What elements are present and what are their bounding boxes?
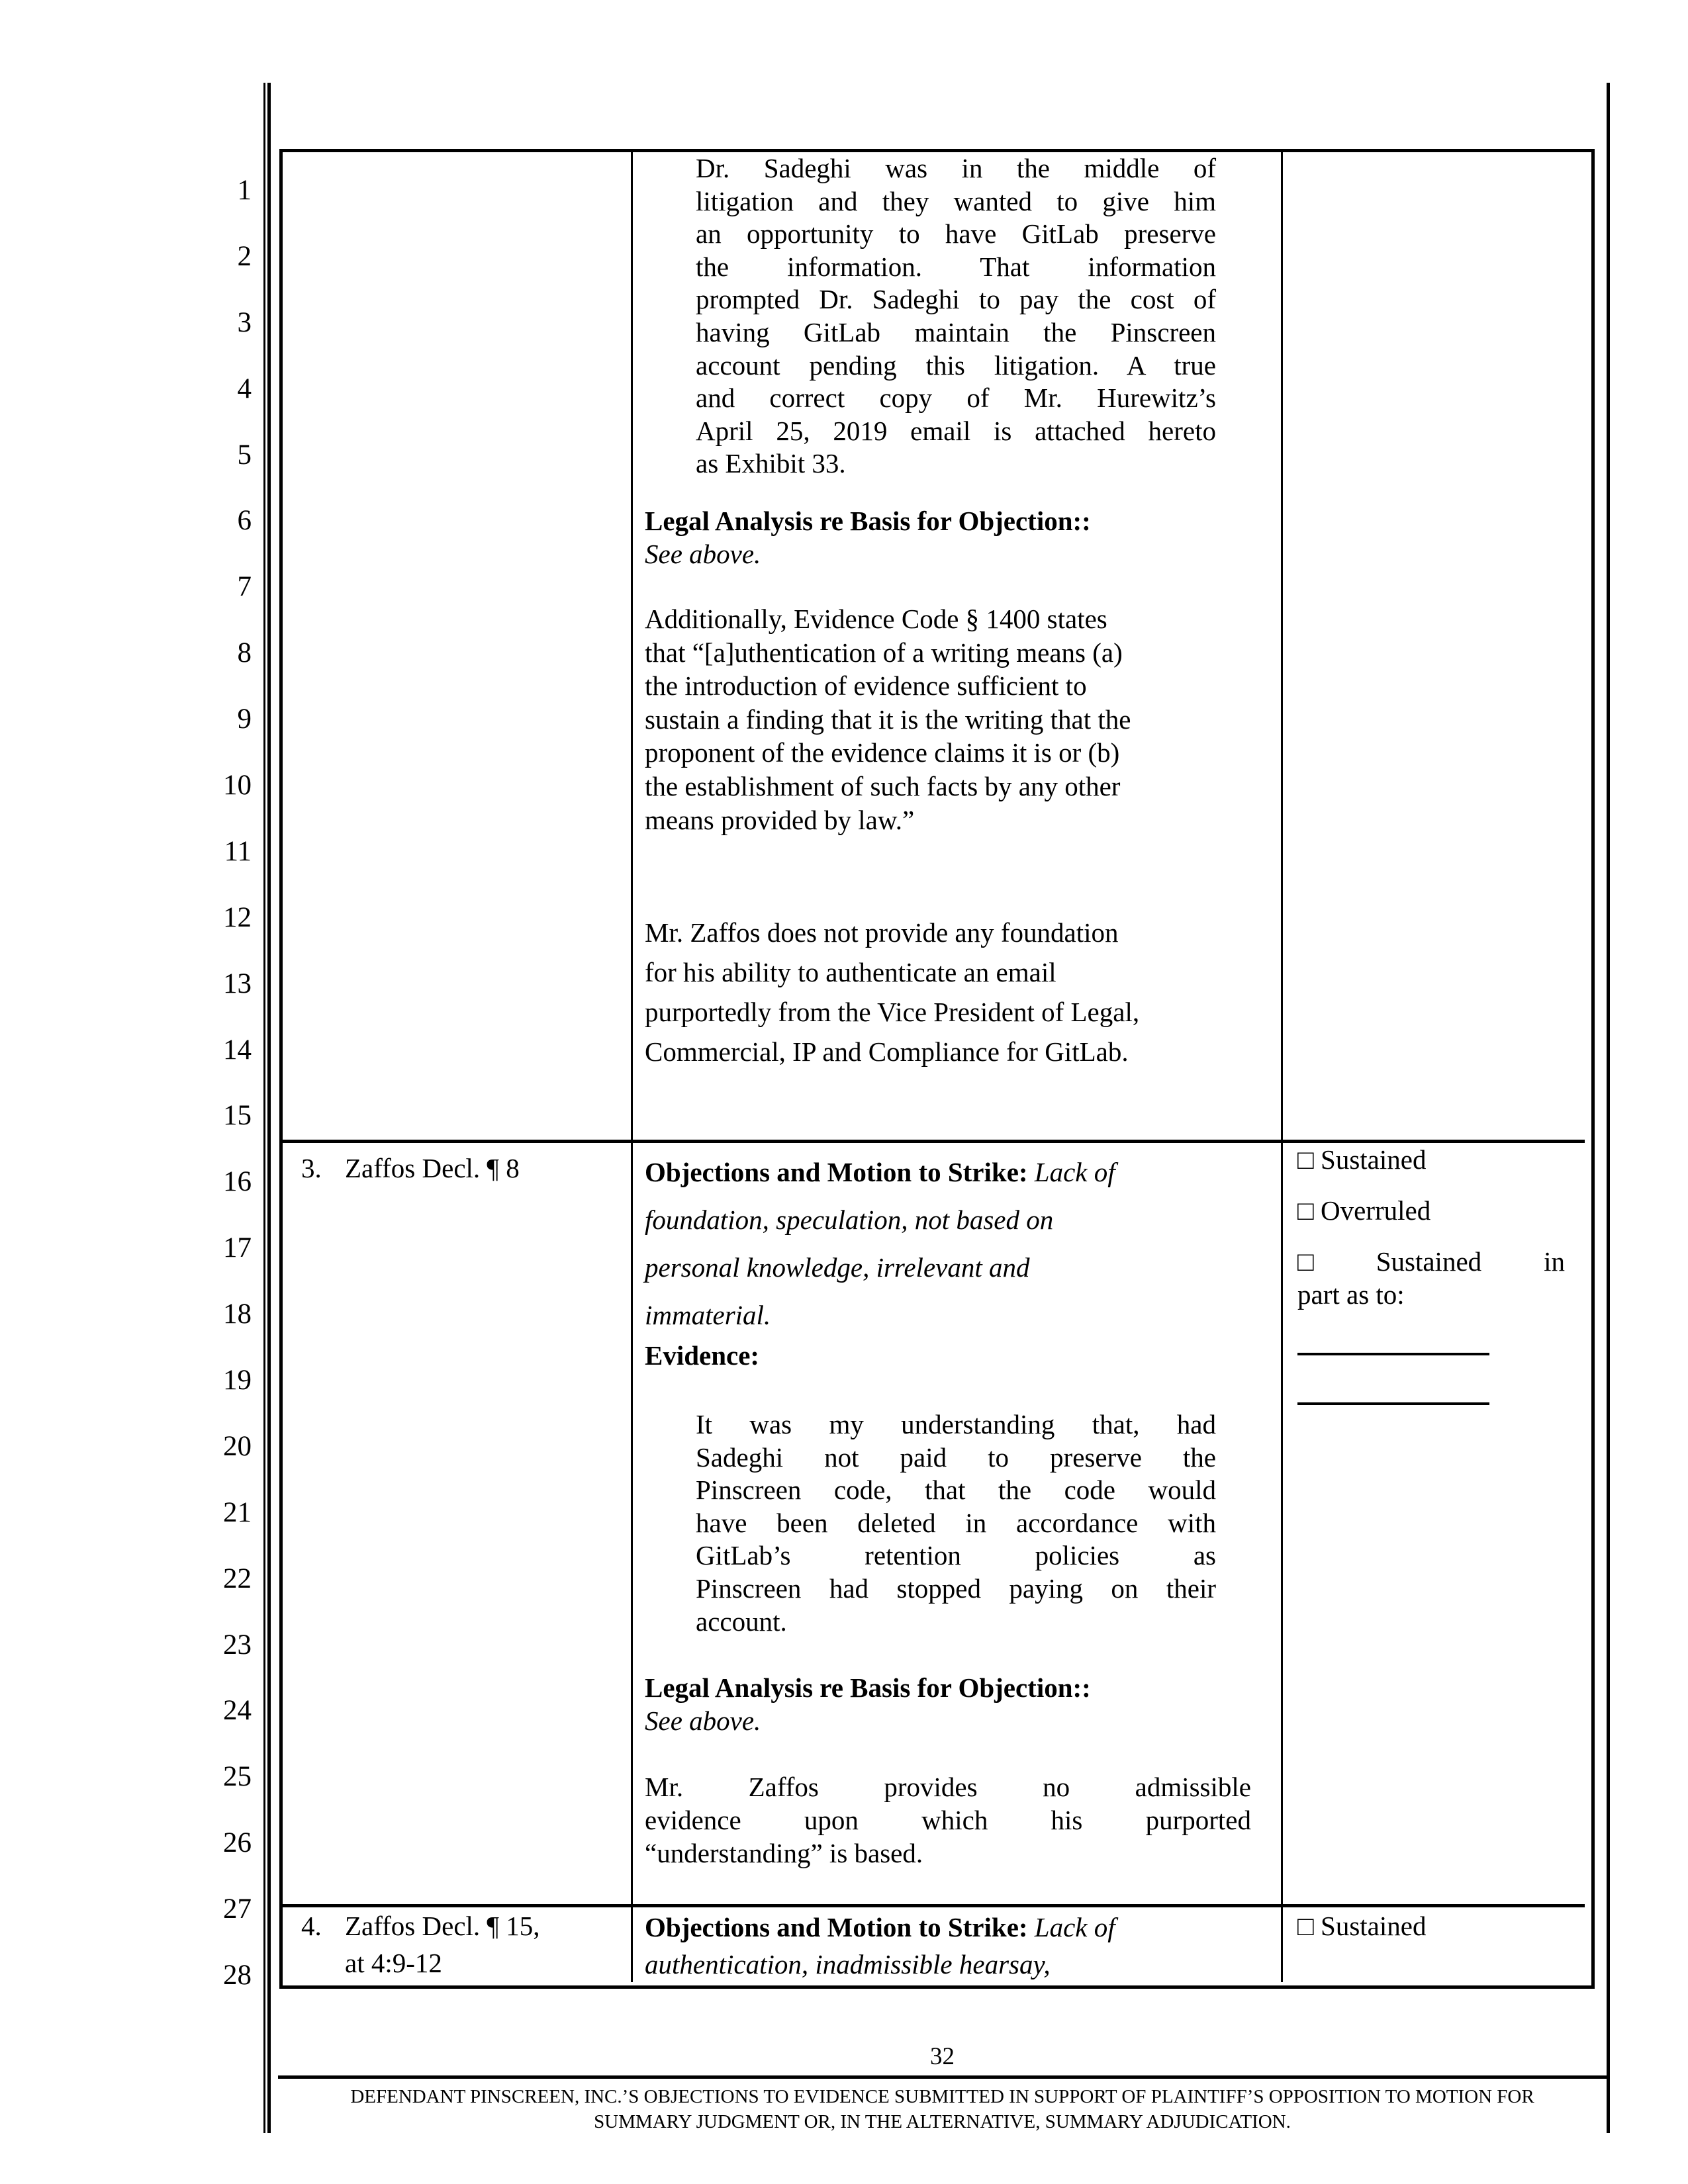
table-row-item-4 (283, 1904, 1585, 1982)
see-above-note: See above. (645, 1706, 761, 1737)
evidence-heading: Evidence: (645, 1340, 760, 1371)
evidence-quote-block (696, 1408, 1216, 1638)
cell-ruling (1283, 1143, 1585, 1904)
line-number: 11 (224, 835, 252, 867)
line-number: 25 (223, 1761, 252, 1793)
analysis-line: evidence upon which his purported (645, 1805, 1251, 1836)
ruling-option-overruled (1297, 1194, 1565, 1227)
blank-fill-in-line (1297, 1353, 1489, 1355)
blank-fill-in-line (1297, 1402, 1489, 1405)
analysis-line: Commercial, IP and Compliance for GitLab. (645, 1036, 1129, 1068)
cell-item-ref-empty (283, 152, 633, 1140)
quote-line: Pinscreen code, that the code would (696, 1475, 1216, 1506)
objections-table (279, 149, 1595, 1989)
footer-title-line-1: DEFENDANT PINSCREEN, INC.’S OBJECTIONS TO EVIDENCE SUBMITTED IN SUPPORT OF PLAINTIFF’S OPPOSITION TO MOTION FOR (350, 2086, 1534, 2107)
line-number: 16 (223, 1166, 252, 1198)
objection-paragraph (645, 1148, 1251, 1339)
checkbox-icon[interactable]: □ (1297, 1911, 1314, 1941)
item-reference: Zaffos Decl. ¶ 8 (345, 1153, 520, 1183)
footer-rule (278, 2075, 1607, 2079)
cell-ruling-empty (1283, 152, 1585, 1140)
cell-objection-continued (633, 152, 1283, 1140)
quote-line: an opportunity to have GitLab preserve (696, 218, 1216, 250)
analysis-line: Mr. Zaffos provides no admissible (645, 1772, 1251, 1803)
ruling-option-sustained (1297, 1909, 1565, 1942)
line-number: 23 (223, 1629, 252, 1661)
item-reference (345, 1907, 540, 1981)
line-number: 12 (223, 901, 252, 933)
quote-line: the information. That information (696, 251, 1216, 282)
line-number: 27 (223, 1893, 252, 1925)
line-number: 19 (223, 1365, 252, 1396)
quote-line: Pinscreen had stopped paying on their (696, 1572, 1216, 1604)
cell-item-ref (283, 1907, 633, 1982)
line-number: 2 (237, 240, 252, 272)
analysis-paragraph-1 (645, 602, 1251, 837)
item-number: 3. (301, 1153, 322, 1183)
checkbox-icon[interactable]: □ (1297, 1195, 1314, 1226)
quote-line: as Exhibit 33. (696, 448, 846, 479)
line-number: 13 (223, 968, 252, 999)
analysis-line: “understanding” is based. (645, 1838, 923, 1869)
analysis-line: that “[a]uthentication of a writing means (a) (645, 637, 1123, 668)
page-number: 32 (930, 2043, 955, 2070)
line-number: 20 (223, 1430, 252, 1462)
quote-line: April 25, 2019 email is attached hereto (696, 415, 1216, 446)
quote-line: and correct copy of Mr. Hurewitz’s (696, 383, 1216, 414)
analysis-paragraph-2 (645, 913, 1251, 1071)
quote-line: having GitLab maintain the Pinscreen (696, 316, 1216, 347)
quote-line: Dr. Sadeghi was in the middle of (696, 153, 1216, 183)
analysis-line: purportedly from the Vice President of Legal, (645, 997, 1140, 1028)
ruling-option-label: Sustained (1321, 1911, 1427, 1941)
line-number: 15 (223, 1100, 252, 1132)
checkbox-icon[interactable]: □ (1297, 1144, 1314, 1175)
ruling-option-label: Sustained (1321, 1144, 1427, 1175)
analysis-line: means provided by law.” (645, 804, 915, 835)
line-number: 21 (223, 1496, 252, 1528)
objection-label: Objections and Motion to Strike: (645, 1157, 1028, 1187)
analysis-line: for his ability to authenticate an email (645, 957, 1056, 988)
cell-objection (633, 1143, 1283, 1904)
item-number: 4. (301, 1911, 322, 1941)
objection-grounds: Lack of (1027, 1912, 1115, 1942)
left-margin-rule-inner (267, 83, 271, 2133)
quote-line: Sadeghi not paid to preserve the (696, 1441, 1216, 1473)
left-margin-rule-outer (263, 83, 265, 2133)
right-margin-rule (1607, 83, 1610, 2133)
line-number: 22 (223, 1563, 252, 1594)
quote-line: It was my understanding that, had (696, 1409, 1216, 1439)
item-reference-line: Zaffos Decl. ¶ 15, (345, 1911, 540, 1941)
analysis-line: the introduction of evidence sufficient to (645, 670, 1087, 702)
quote-line: have been deleted in accordance with (696, 1507, 1216, 1538)
line-number: 4 (237, 373, 252, 404)
table-row-continued (283, 152, 1585, 1140)
line-number: 26 (223, 1827, 252, 1859)
objection-grounds: authentication, inadmissible hearsay, (645, 1949, 1051, 1979)
line-number: 7 (237, 571, 252, 603)
cell-objection (633, 1907, 1283, 1982)
line-number: 6 (237, 505, 252, 537)
objection-label: Objections and Motion to Strike: (645, 1912, 1028, 1942)
analysis-paragraph (645, 1770, 1251, 1870)
legal-analysis-heading: Legal Analysis re Basis for Objection:: (645, 1672, 1091, 1704)
line-number: 18 (223, 1298, 252, 1330)
footer-title-line-2: SUMMARY JUDGMENT OR, IN THE ALTERNATIVE, SUMMARY ADJUDICATION. (594, 2111, 1291, 2132)
line-number: 8 (237, 637, 252, 669)
ruling-option-label: part as to: (1297, 1279, 1405, 1310)
line-number: 10 (223, 770, 252, 801)
ruling-option-sustained-in-part (1297, 1245, 1565, 1278)
line-number: 5 (237, 439, 252, 471)
quote-line: account pending this litigation. A true (696, 349, 1216, 381)
line-number: 24 (223, 1695, 252, 1727)
evidence-quote-block (696, 152, 1216, 480)
analysis-line: Additionally, Evidence Code § 1400 states (645, 603, 1107, 634)
line-number-column (211, 174, 252, 1992)
analysis-line: sustain a finding that it is the writing that the (645, 704, 1131, 735)
objection-grounds: Lack of (1027, 1157, 1115, 1187)
line-number: 17 (223, 1232, 252, 1264)
cell-ruling (1283, 1907, 1585, 1982)
checkbox-icon[interactable]: □ (1297, 1246, 1314, 1277)
quote-line: litigation and they wanted to give him (696, 185, 1216, 216)
objection-grounds: immaterial. (645, 1300, 771, 1330)
line-number: 1 (237, 175, 252, 206)
objection-grounds: foundation, speculation, not based on (645, 1205, 1054, 1235)
ruling-option-sustained (1297, 1143, 1565, 1176)
analysis-line: proponent of the evidence claims it is or (b) (645, 737, 1120, 768)
objection-grounds: personal knowledge, irrelevant and (645, 1252, 1030, 1283)
line-number: 14 (223, 1034, 252, 1066)
legal-analysis-heading: Legal Analysis re Basis for Objection:: (645, 505, 1091, 536)
line-number: 3 (237, 306, 252, 338)
see-above-note: See above. (645, 538, 761, 569)
analysis-line: the establishment of such facts by any other (645, 770, 1121, 801)
ruling-option-label: Overruled (1321, 1195, 1431, 1226)
ruling-option-label: Sustained (1376, 1246, 1482, 1277)
quote-line: GitLab’s retention policies as (696, 1540, 1216, 1571)
quote-line: prompted Dr. Sadeghi to pay the cost of (696, 284, 1216, 315)
cell-item-ref (283, 1143, 633, 1904)
line-number: 9 (237, 704, 252, 735)
analysis-line: Mr. Zaffos does not provide any foundation (645, 917, 1119, 948)
quote-line: account. (696, 1606, 787, 1637)
item-reference-line: at 4:9-12 (345, 1948, 442, 1978)
table-row-item-3 (283, 1140, 1585, 1904)
line-number: 28 (223, 1960, 252, 1991)
ruling-option-label: in (1544, 1246, 1565, 1277)
